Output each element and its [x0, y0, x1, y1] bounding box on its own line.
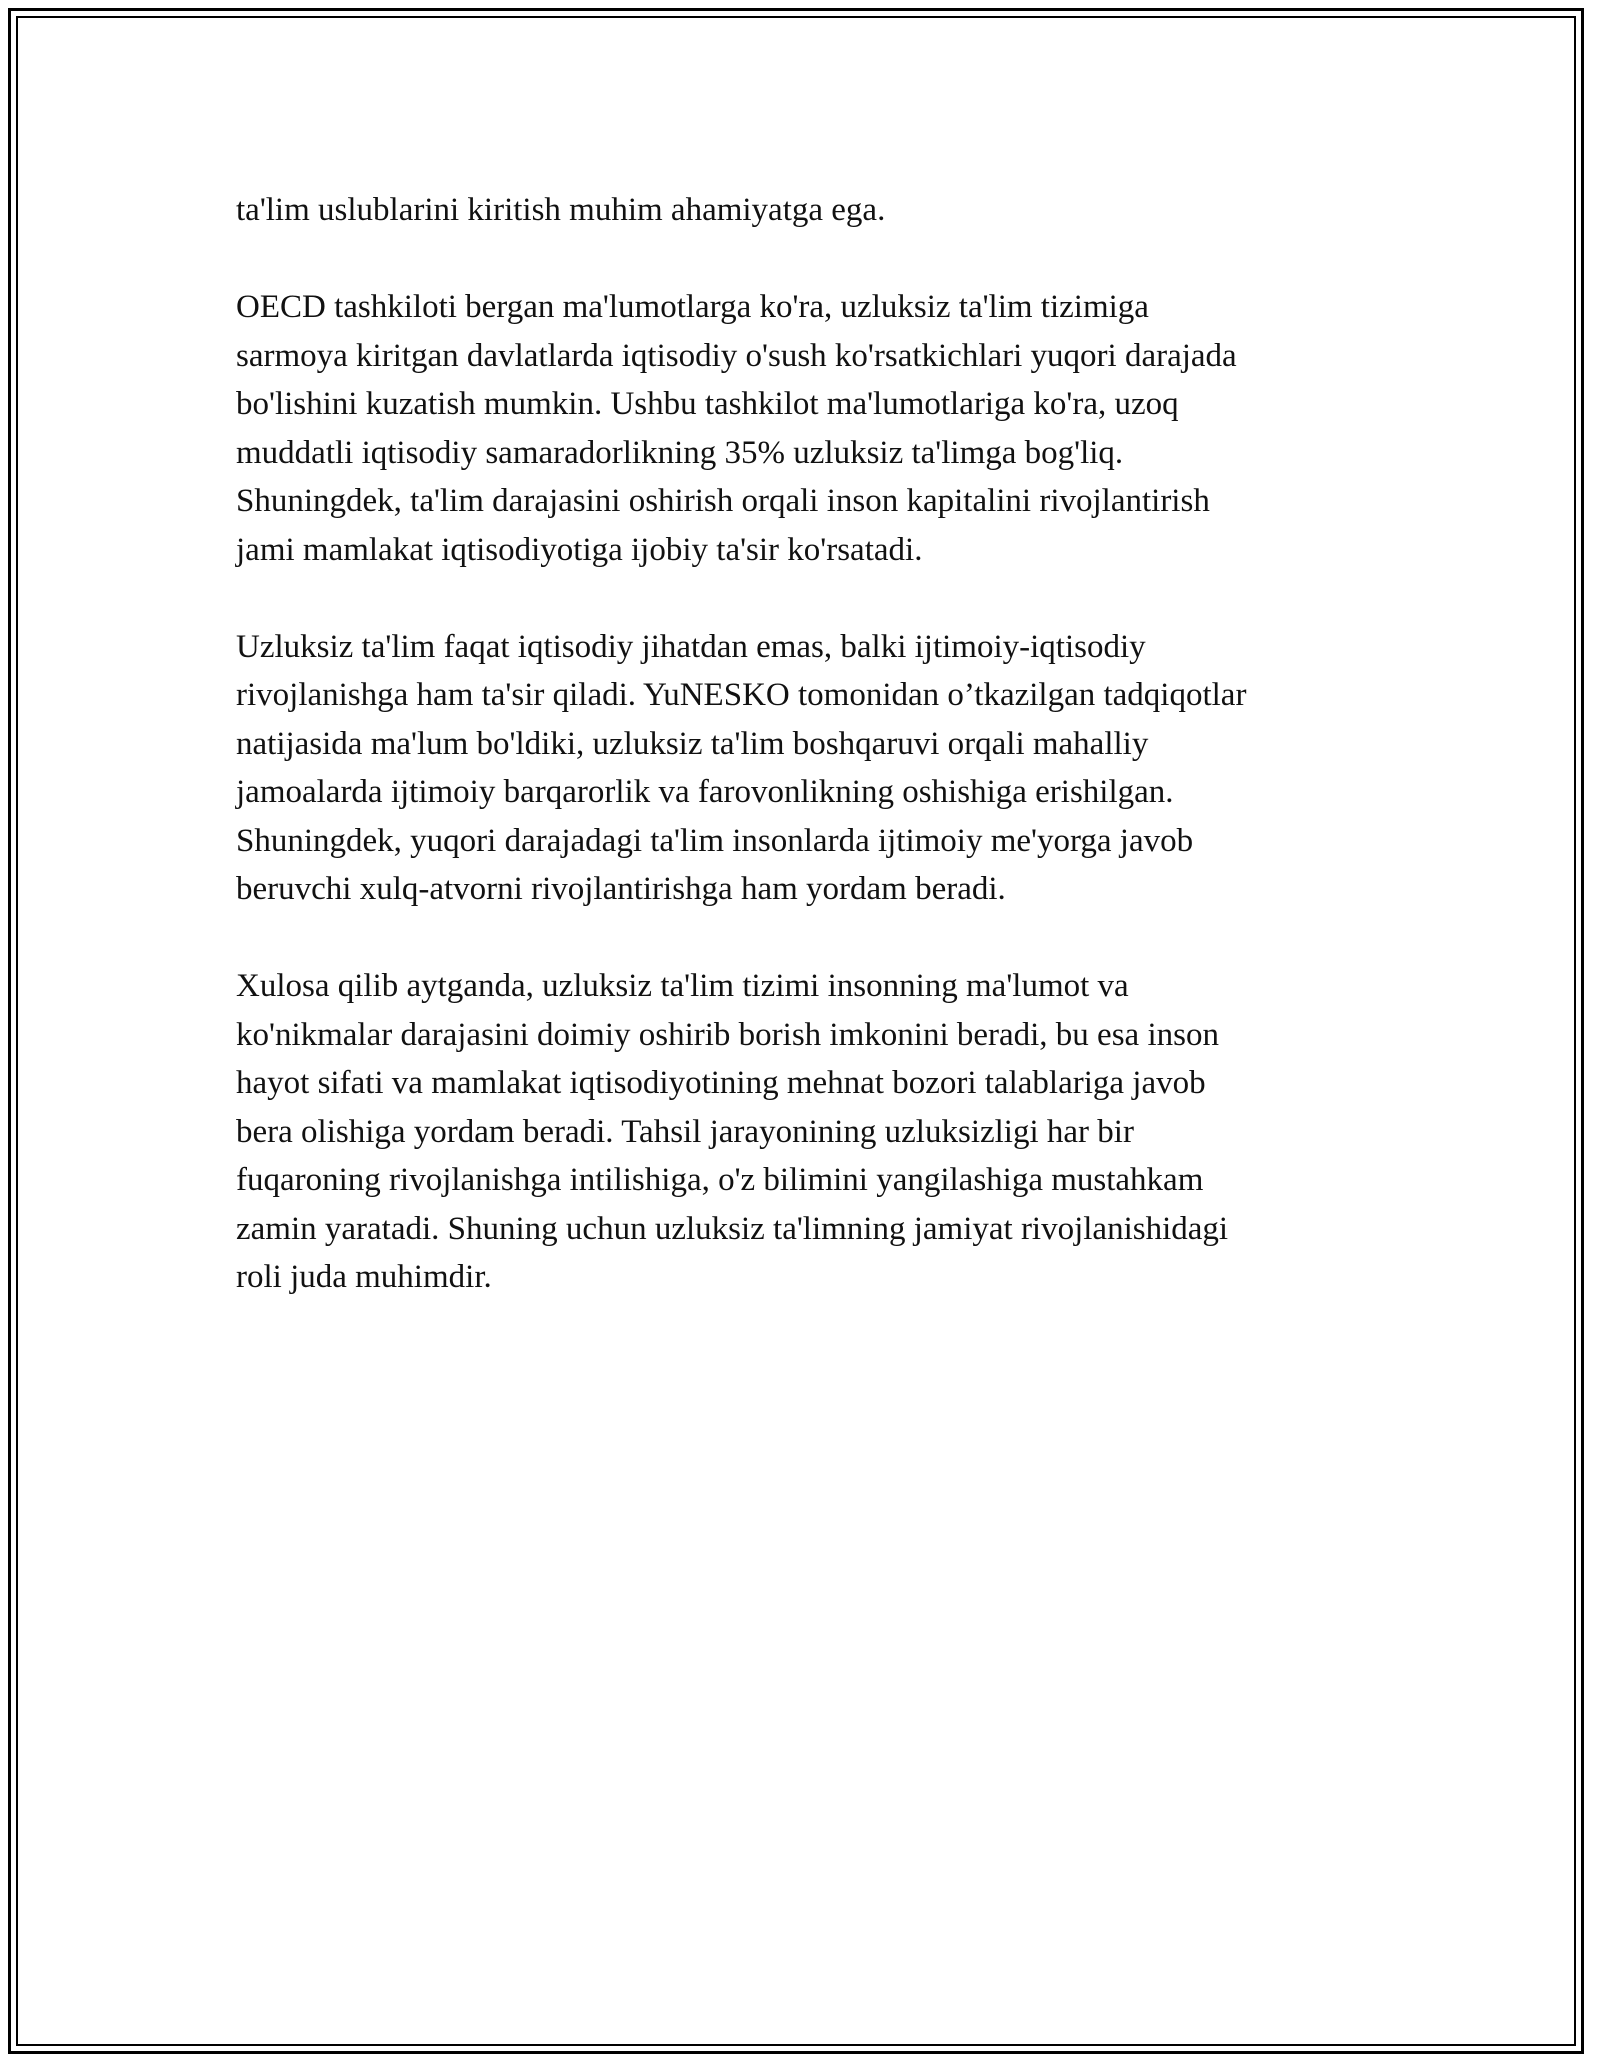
text-line: natijasida ma'lum bo'ldiki, uzluksiz ta'lim boshqaruvi orqali mahalliy — [236, 725, 1149, 762]
text-line: jami mamlakat iqtisodiyotiga ijobiy ta'sir ko'rsatadi. — [236, 531, 923, 568]
text-line: bera olishiga yordam beradi. Tahsil jarayonining uzluksizligi har bir — [236, 1113, 1134, 1150]
text-line: OECD tashkiloti bergan ma'lumotlarga ko'ra, uzluksiz ta'lim tizimiga — [236, 289, 1149, 325]
text-line: Shuningdek, ta'lim darajasini oshirish orqali inson kapitalini rivojlantirish — [236, 483, 1210, 519]
text-line: beruvchi xulq-atvorni rivojlantirishga ham yordam beradi. — [236, 871, 1006, 907]
text-line: zamin yaratadi. Shuning uchun uzluksiz ta'limning jamiyat rivojlanishidagi — [236, 1210, 1229, 1247]
text-line: Uzluksiz ta'lim faqat iqtisodiy jihatdan emas, balki ijtimoiy-iqtisodiy — [236, 628, 1146, 665]
text-line: ko'nikmalar darajasini doimiy oshirib borish imkonini beradi, bu esa inson — [236, 1016, 1219, 1053]
text-line: jamoalarda ijtimoiy barqarorlik va farovonlikning oshishiga erishilgan. — [236, 774, 1174, 810]
text-line: Xulosa qilib aytganda, uzluksiz ta'lim tizimi insonning ma'lumot va — [236, 968, 1129, 1004]
text-line: hayot sifati va mamlakat iqtisodiyotining mehnat bozori talablariga javob — [236, 1065, 1206, 1101]
paragraph-4 — [236, 962, 1386, 1302]
text-line: bo'lishini kuzatish mumkin. Ushbu tashkilot ma'lumotlariga ko'ra, uzoq — [236, 386, 1179, 422]
text-line: fuqaroning rivojlanishga intilishiga, o'z bilimini yangilashiga mustahkam — [236, 1162, 1204, 1198]
document-body — [236, 186, 1386, 1350]
text-line: rivojlanishga ham ta'sir qiladi. YuNESKO tomonidan o’tkazilgan tadqiqotlar — [236, 677, 1247, 713]
text-line: ta'lim uslublarini kiritish muhim ahamiyatga ega. — [236, 192, 886, 228]
paragraph-1 — [236, 186, 1386, 235]
text-line: Shuningdek, yuqori darajadagi ta'lim insonlarda ijtimoiy me'yorga javob — [236, 822, 1194, 859]
paragraph-2 — [236, 283, 1386, 574]
paragraph-3 — [236, 623, 1386, 914]
text-line: sarmoya kiritgan davlatlarda iqtisodiy o'sush ko'rsatkichlari yuqori darajada — [236, 337, 1237, 374]
text-line: muddatli iqtisodiy samaradorlikning 35% uzluksiz ta'limga bog'liq. — [236, 434, 1124, 471]
text-line: roli juda muhimdir. — [236, 1259, 492, 1295]
